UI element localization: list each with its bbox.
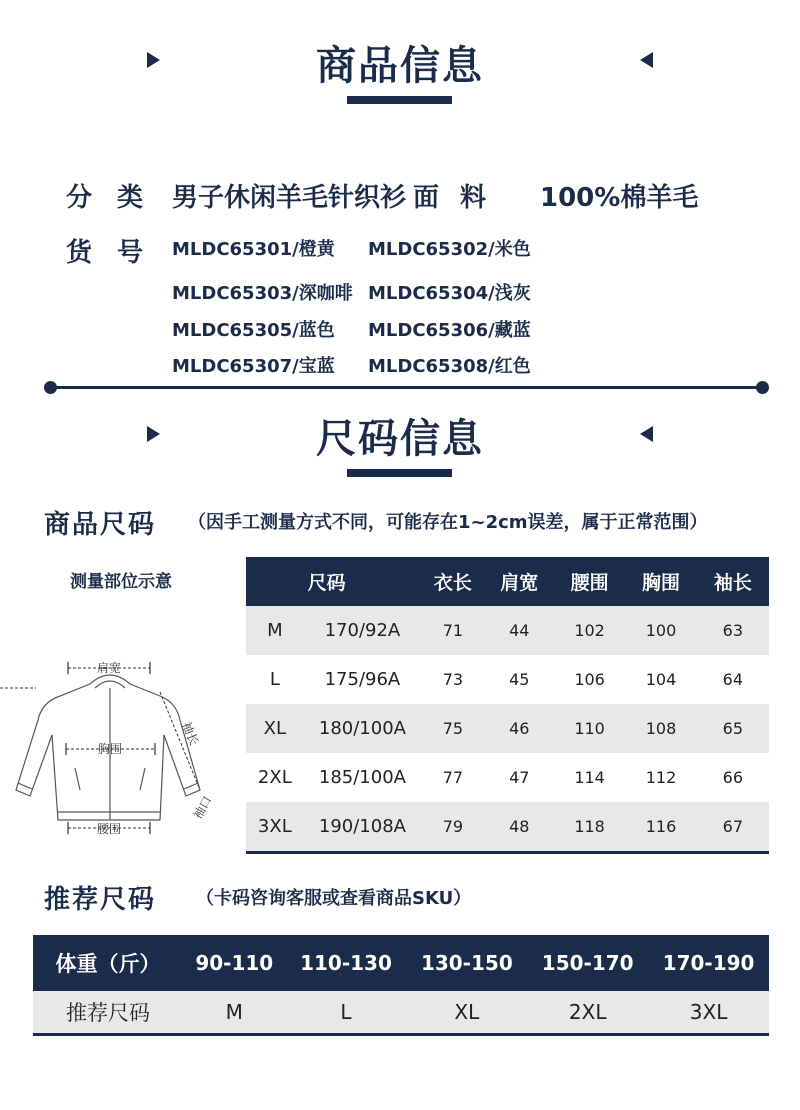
table-cell: 2XL (257, 767, 292, 788)
weight-cell: 170-190 (648, 935, 769, 991)
category-label: 分 类 (66, 183, 152, 213)
sku-label: 货 号 (66, 238, 152, 268)
table-cell: 47 (509, 768, 530, 787)
size-col-header (246, 557, 304, 606)
table-cell: 170/92A (304, 606, 422, 655)
product-size-note: （因手工测量方式不同，可能存在1~2cm误差，属于正常范围） (188, 512, 708, 533)
table-cell: 104 (645, 670, 677, 689)
table-cell: 108 (625, 704, 696, 753)
table-cell: 100 (625, 606, 696, 655)
recommend-header-row (33, 935, 769, 991)
size-table-header (246, 557, 769, 606)
weight-header: 体重（斤） (33, 935, 183, 991)
sku-item: MLDC65302/米色 (368, 239, 531, 260)
recommend-row-label: 推荐尺码 (33, 991, 183, 1035)
table-cell: 79 (421, 802, 484, 853)
table-cell: XL (246, 704, 304, 753)
recommend-size-cell: 3XL (648, 991, 769, 1035)
size-col-header: 腰围 (554, 557, 625, 606)
recommend-note: （卡码咨询客服或查看商品SKU） (196, 888, 472, 909)
sku-item: MLDC65307/宝蓝 (172, 356, 335, 377)
diagram-sleeve-label: 袖长 (179, 719, 202, 748)
recommend-heading: 推荐尺码 (44, 885, 157, 915)
table-cell: 71 (421, 606, 484, 655)
product-size-heading: 商品尺码 (44, 510, 157, 540)
size-col-header: 胸围 (625, 557, 696, 606)
table-cell: 73 (442, 670, 464, 689)
diagram-chest-label: 胸围 (97, 742, 123, 756)
table-cell: 75 (421, 704, 484, 753)
weight-cell: 110-130 (286, 935, 407, 991)
sku-item: MLDC65303/深咖啡 (172, 283, 353, 304)
recommend-size-cell: 2XL (527, 991, 648, 1035)
table-cell: 65 (697, 704, 769, 753)
table-cell: 46 (485, 704, 554, 753)
table-cell: 110 (554, 704, 625, 753)
diagram-shoulder-label: 肩宽 (96, 661, 122, 675)
size-col-header: 袖长 (697, 557, 769, 606)
table-cell: 190/108A (304, 802, 422, 853)
table-cell: M (246, 606, 304, 655)
triangle-left-icon (640, 52, 653, 68)
diagram-cuff-label: 袖口 (190, 793, 215, 822)
jacket-measurement-diagram (0, 640, 240, 850)
sku-item: MLDC65305/蓝色 (172, 320, 335, 341)
table-cell: 66 (722, 768, 744, 787)
table-cell: 45 (509, 670, 530, 689)
sku-item: MLDC65304/浅灰 (368, 283, 531, 304)
weight-cell: 130-150 (406, 935, 527, 991)
table-cell: 114 (574, 768, 605, 787)
recommend-size-cell: L (286, 991, 407, 1035)
recommend-size-cell: M (183, 991, 286, 1035)
table-cell: 3XL (246, 802, 304, 853)
table-cell: 112 (645, 768, 677, 787)
table-cell: 118 (554, 802, 625, 853)
recommend-size-cell: XL (406, 991, 527, 1035)
table-cell: 180/100A (304, 704, 422, 753)
title-underline (347, 469, 452, 477)
weight-cell: 90-110 (183, 935, 286, 991)
table-cell: 106 (574, 670, 605, 689)
table-row (246, 606, 769, 655)
table-row (246, 753, 769, 802)
material-label: 面 料 (413, 183, 493, 213)
table-cell: 63 (697, 606, 769, 655)
size-table (246, 557, 769, 854)
table-cell: 48 (485, 802, 554, 853)
diagram-waist-label: 腰围 (96, 822, 122, 836)
table-row (246, 704, 769, 753)
table-cell: 44 (485, 606, 554, 655)
table-row (246, 655, 769, 704)
size-info-title: 尺码信息 (316, 416, 484, 462)
size-col-header: 衣长 (421, 557, 484, 606)
size-col-header: 肩宽 (485, 557, 554, 606)
recommend-table (33, 935, 769, 1036)
triangle-left-icon (640, 426, 653, 442)
table-cell: 102 (554, 606, 625, 655)
table-cell: 64 (722, 670, 744, 689)
sku-item: MLDC65301/橙黄 (172, 239, 335, 260)
table-cell: 77 (442, 768, 464, 787)
weight-cell: 150-170 (527, 935, 648, 991)
sku-item: MLDC65306/藏蓝 (368, 320, 531, 341)
divider-dot-right (756, 381, 769, 394)
measure-label: 测量部位示意 (70, 572, 172, 592)
title-underline (347, 96, 452, 104)
table-cell: 185/100A (318, 767, 406, 788)
material-value: 100%棉羊毛 (540, 183, 699, 213)
sku-item: MLDC65308/红色 (368, 356, 531, 377)
size-col-header: 尺码 (304, 557, 422, 606)
category-value: 男子休闲羊毛针织衫 (172, 183, 407, 213)
table-cell: 67 (697, 802, 769, 853)
table-cell: 175/96A (324, 669, 401, 690)
table-row (246, 802, 769, 853)
table-cell: 116 (625, 802, 696, 853)
recommend-size-row (33, 991, 769, 1035)
section-divider (50, 386, 763, 389)
product-info-title: 商品信息 (316, 43, 484, 89)
table-cell: L (269, 669, 280, 690)
